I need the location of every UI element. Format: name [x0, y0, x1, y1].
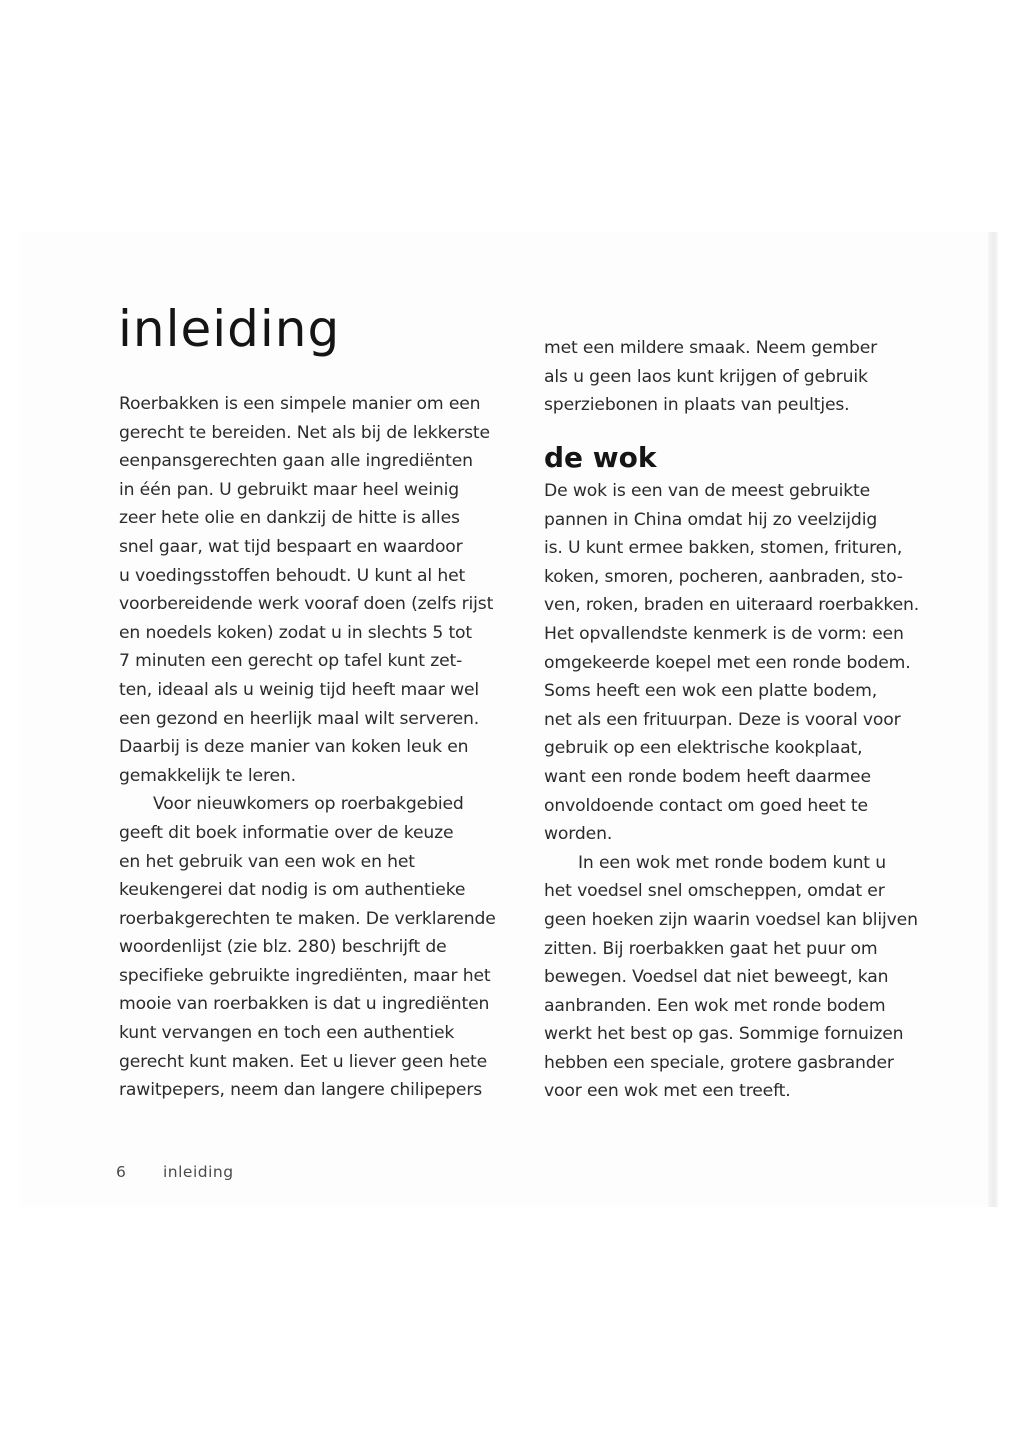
text-line: een gezond en heerlijk maal wilt serveren.	[119, 708, 480, 729]
text-line: Soms heeft een wok een platte bodem,	[544, 681, 878, 702]
text-line: net als een frituurpan. Deze is vooral voor	[544, 709, 901, 730]
text-line: want een ronde bodem heeft daarmee	[544, 766, 871, 787]
text-line: zitten. Bij roerbakken gaat het puur om	[544, 938, 878, 959]
text-line: gemakkelijk te leren.	[119, 765, 296, 786]
text-line: aanbranden. Een wok met ronde bodem	[544, 995, 886, 1016]
text-line: rawitpepers, neem dan langere chilipepers	[119, 1080, 483, 1101]
text-line: Daarbij is deze manier van koken leuk en	[119, 737, 469, 758]
text-line: u voedingsstoffen behoudt. U kunt al het	[119, 565, 466, 586]
paragraph-start-line: Voor nieuwkomers op roerbakgebied	[153, 794, 464, 815]
text-line: kunt vervangen en toch een authentiek	[119, 1023, 455, 1044]
running-head: inleiding	[163, 1163, 234, 1181]
text-line: bewegen. Voedsel dat niet beweegt, kan	[544, 967, 889, 988]
text-line: als u geen laos kunt krijgen of gebruik	[544, 366, 868, 387]
text-line: in één pan. U gebruikt maar heel weinig	[119, 479, 459, 500]
text-line: omgekeerde koepel met een ronde bodem.	[544, 652, 911, 673]
text-line: gerecht te bereiden. Net als bij de lekkerste	[119, 422, 490, 443]
text-line: hebben een speciale, grotere gasbrander	[544, 1052, 894, 1073]
text-line: Het opvallendste kenmerk is de vorm: een	[544, 623, 904, 644]
page-title: inleiding	[118, 300, 341, 358]
text-line: sperziebonen in plaats van peultjes.	[544, 395, 850, 416]
text-line: is. U kunt ermee bakken, stomen, frituren,	[544, 538, 903, 559]
text-line: ven, roken, braden en uiteraard roerbakken.	[544, 595, 920, 616]
text-line: gerecht kunt maken. Eet u liever geen hete	[119, 1051, 488, 1072]
page-fold-shadow	[988, 232, 998, 1207]
text-line: Roerbakken is een simpele manier om een	[119, 394, 481, 414]
page-number: 6	[116, 1163, 127, 1181]
right-column-continuation	[544, 334, 877, 420]
text-line: pannen in China omdat hij zo veelzijdig	[544, 509, 878, 530]
text-line: snel gaar, wat tijd bespaart en waardoor	[119, 536, 463, 557]
text-line: 7 minuten een gerecht op tafel kunt zet-	[119, 651, 463, 672]
text-line: eenpansgerechten gaan alle ingrediënten	[119, 451, 473, 472]
text-line: zeer hete olie en dankzij de hitte is alles	[119, 508, 460, 529]
section-heading: de wok	[544, 441, 657, 474]
left-column-text	[119, 390, 496, 1105]
text-line: met een mildere smaak. Neem gember	[544, 338, 878, 358]
text-line: worden.	[544, 824, 613, 845]
text-line: voor een wok met een treeft.	[544, 1081, 791, 1102]
text-line: werkt het best op gas. Sommige fornuizen	[544, 1024, 904, 1045]
text-line: geen hoeken zijn waarin voedsel kan blijven	[544, 909, 918, 930]
paragraph-start-line: In een wok met ronde bodem kunt u	[578, 852, 886, 873]
text-line: ten, ideaal als u weinig tijd heeft maar wel	[119, 679, 480, 700]
text-line: onvoldoende contact om goed heet te	[544, 795, 868, 816]
section-body-text	[544, 477, 919, 1106]
text-line: specifieke gebruikte ingrediënten, maar het	[119, 965, 491, 986]
text-line: het voedsel snel omscheppen, omdat er	[544, 881, 885, 902]
text-line: De wok is een van de meest gebruikte	[544, 481, 871, 501]
text-line: en noedels koken) zodat u in slechts 5 tot	[119, 622, 472, 643]
text-line: koken, smoren, pocheren, aanbraden, sto-	[544, 566, 903, 587]
text-line: mooie van roerbakken is dat u ingrediënten	[119, 994, 490, 1015]
text-line: voorbereidende werk vooraf doen (zelfs rijst	[119, 594, 494, 615]
text-line: en het gebruik van een wok en het	[119, 851, 415, 872]
text-line: geeft dit boek informatie over de keuze	[119, 822, 454, 843]
text-line: gebruik op een elektrische kookplaat,	[544, 738, 863, 759]
text-line: keukengerei dat nodig is om authentieke	[119, 880, 466, 901]
text-line: woordenlijst (zie blz. 280) beschrijft de	[119, 937, 447, 958]
text-line: roerbakgerechten te maken. De verklarende	[119, 908, 496, 929]
